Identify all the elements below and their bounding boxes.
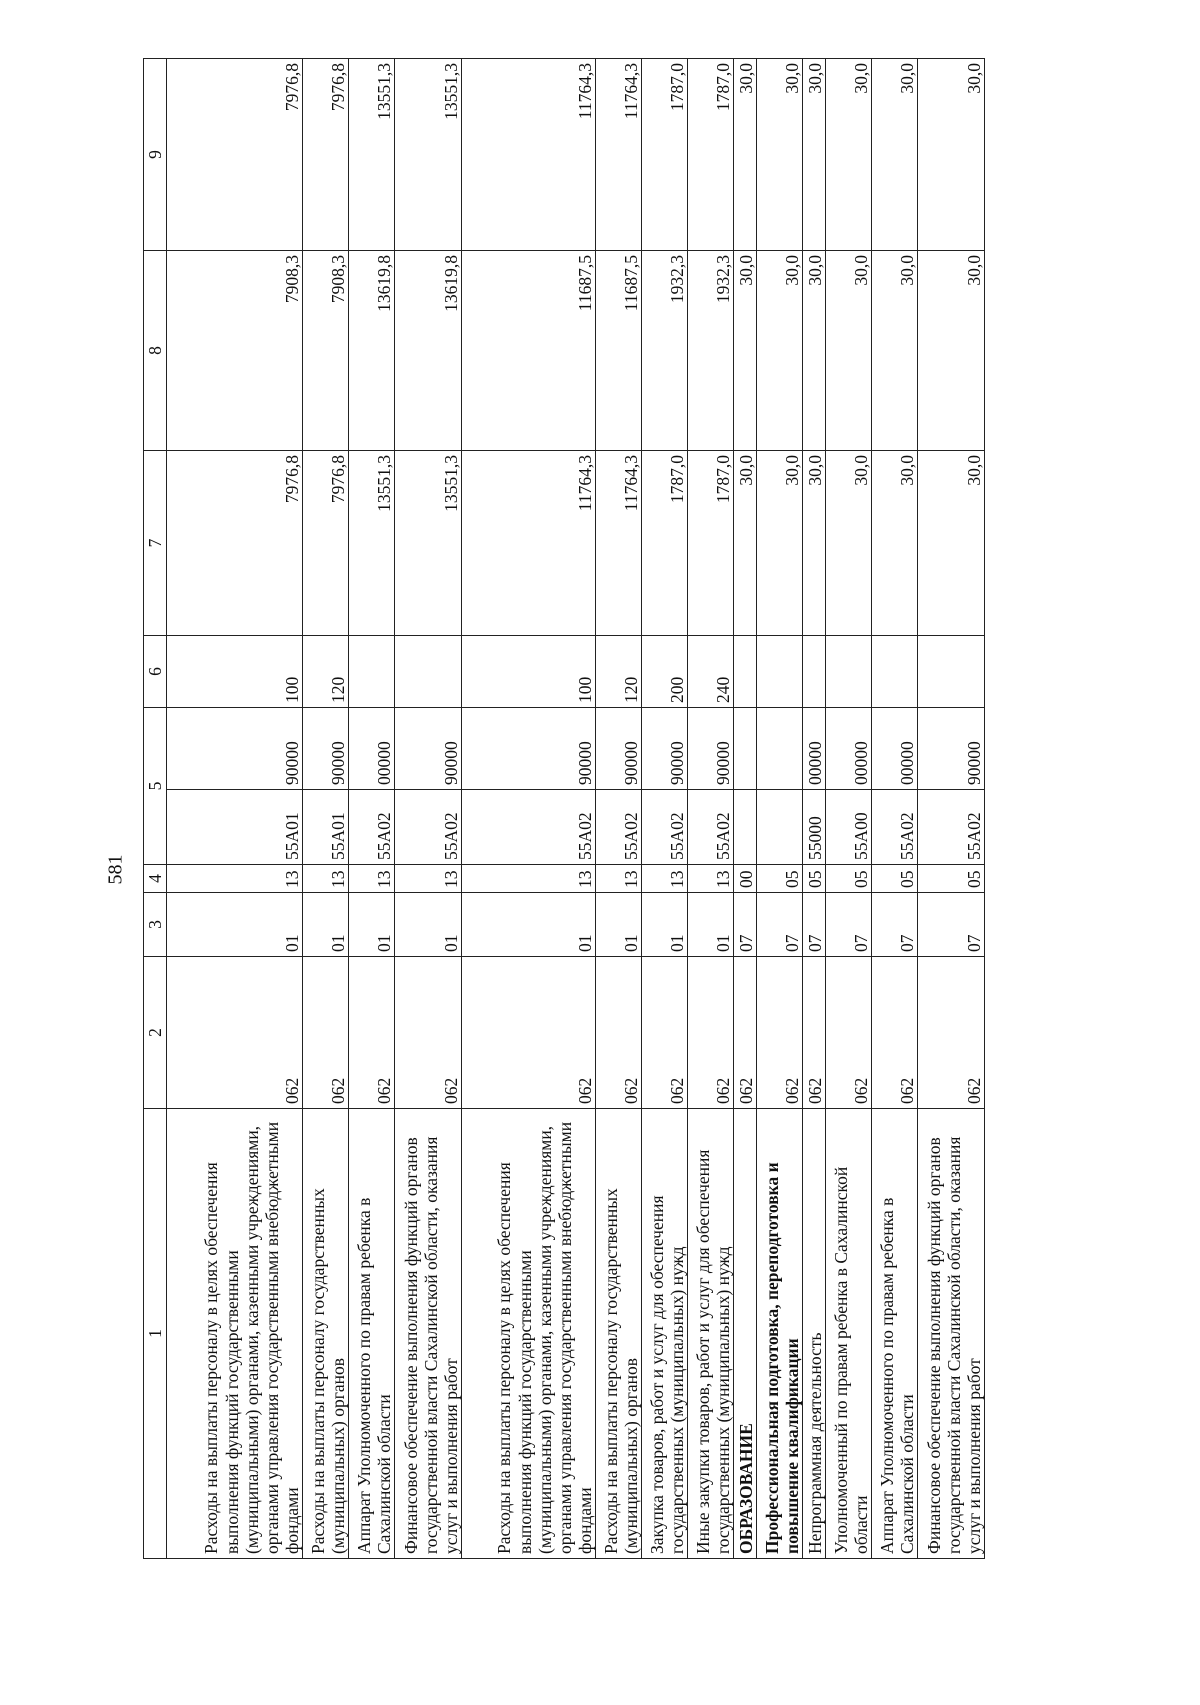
cell-amount-col7: 7976,8 bbox=[303, 451, 349, 636]
cell-ministry-code: 062 bbox=[803, 957, 826, 1109]
cell-amount-col7: 11764,3 bbox=[462, 451, 596, 636]
cell-program-code: 55000 bbox=[803, 790, 826, 865]
cell-section: 07 bbox=[918, 893, 985, 957]
cell-expense-type bbox=[349, 636, 395, 708]
cell-section: 01 bbox=[688, 893, 734, 957]
cell-amount-col7: 30,0 bbox=[757, 451, 803, 636]
cell-amount-col7: 30,0 bbox=[734, 451, 757, 636]
cell-amount-col7: 13551,3 bbox=[395, 451, 462, 636]
cell-amount-col8: 13619,8 bbox=[395, 251, 462, 451]
cell-subsection: 13 bbox=[167, 865, 303, 893]
cell-amount-col8: 7908,3 bbox=[303, 251, 349, 451]
row-description: Аппарат Уполномоченного по правам ребенка в Сахалинской области bbox=[872, 1109, 918, 1559]
cell-ministry-code: 062 bbox=[596, 957, 642, 1109]
header-cell: 4 bbox=[144, 865, 167, 893]
cell-direction-code: 90000 bbox=[688, 708, 734, 790]
header-cell: 3 bbox=[144, 893, 167, 957]
table-row bbox=[803, 59, 826, 1559]
cell-expense-type bbox=[918, 636, 985, 708]
cell-amount-col9: 1787,0 bbox=[642, 59, 688, 251]
cell-direction-code: 00000 bbox=[872, 708, 918, 790]
cell-expense-type bbox=[872, 636, 918, 708]
cell-subsection: 05 bbox=[918, 865, 985, 893]
cell-section: 01 bbox=[642, 893, 688, 957]
cell-subsection: 13 bbox=[462, 865, 596, 893]
cell-subsection: 13 bbox=[349, 865, 395, 893]
cell-ministry-code: 062 bbox=[757, 957, 803, 1109]
row-description: Расходы на выплаты персоналу в целях обеспечения выполнения функций государственными (муниципальными) органами, казенными учреждениями, органами управления государственными внебюджетными фондами bbox=[167, 1109, 303, 1559]
cell-amount-col9: 7976,8 bbox=[303, 59, 349, 251]
header-row bbox=[144, 59, 167, 1559]
cell-amount-col7: 30,0 bbox=[826, 451, 872, 636]
cell-amount-col7: 30,0 bbox=[918, 451, 985, 636]
cell-program-code: 55А02 bbox=[462, 790, 596, 865]
cell-subsection: 05 bbox=[757, 865, 803, 893]
cell-direction-code: 00000 bbox=[349, 708, 395, 790]
row-description: Расходы на выплаты персоналу в целях обеспечения выполнения функций государственными (муниципальными) органами, казенными учреждениями, органами управления государственными внебюджетными фондами bbox=[462, 1109, 596, 1559]
cell-ministry-code: 062 bbox=[349, 957, 395, 1109]
cell-amount-col8: 30,0 bbox=[918, 251, 985, 451]
cell-program-code: 55А02 bbox=[596, 790, 642, 865]
cell-ministry-code: 062 bbox=[918, 957, 985, 1109]
cell-expense-type bbox=[757, 636, 803, 708]
cell-amount-col9: 30,0 bbox=[803, 59, 826, 251]
cell-program-code: 55А00 bbox=[826, 790, 872, 865]
cell-program-code: 55А01 bbox=[167, 790, 303, 865]
row-description: Профессиональная подготовка, переподготовка и повышение квалификации bbox=[757, 1109, 803, 1559]
cell-amount-col9: 13551,3 bbox=[395, 59, 462, 251]
cell-amount-col7: 30,0 bbox=[872, 451, 918, 636]
cell-amount-col9: 13551,3 bbox=[349, 59, 395, 251]
cell-amount-col9: 7976,8 bbox=[167, 59, 303, 251]
header-cell: 6 bbox=[144, 636, 167, 708]
cell-program-code: 55А02 bbox=[918, 790, 985, 865]
header-cell: 8 bbox=[144, 251, 167, 451]
cell-direction-code: 90000 bbox=[918, 708, 985, 790]
cell-expense-type bbox=[803, 636, 826, 708]
cell-program-code: 55А02 bbox=[688, 790, 734, 865]
row-description: Уполномоченный по правам ребенка в Сахалинской области bbox=[826, 1109, 872, 1559]
cell-direction-code: 90000 bbox=[596, 708, 642, 790]
cell-amount-col7: 7976,8 bbox=[167, 451, 303, 636]
cell-amount-col7: 30,0 bbox=[803, 451, 826, 636]
row-description: Финансовое обеспечение выполнения функций органов государственной власти Сахалинской области, оказания услуг и выполнения работ bbox=[918, 1109, 985, 1559]
table-row bbox=[596, 59, 642, 1559]
cell-amount-col8: 7908,3 bbox=[167, 251, 303, 451]
cell-section: 01 bbox=[462, 893, 596, 957]
row-description: ОБРАЗОВАНИЕ bbox=[734, 1109, 757, 1559]
header-cell: 5 bbox=[144, 708, 167, 865]
header-cell: 1 bbox=[144, 1109, 167, 1559]
cell-amount-col9: 11764,3 bbox=[596, 59, 642, 251]
cell-section: 01 bbox=[303, 893, 349, 957]
page-number: 581 bbox=[104, 854, 127, 885]
cell-amount-col8: 11687,5 bbox=[596, 251, 642, 451]
cell-direction-code bbox=[734, 708, 757, 790]
cell-expense-type bbox=[395, 636, 462, 708]
cell-amount-col8: 30,0 bbox=[872, 251, 918, 451]
cell-amount-col7: 13551,3 bbox=[349, 451, 395, 636]
budget-table bbox=[143, 58, 985, 1559]
cell-expense-type: 120 bbox=[596, 636, 642, 708]
row-description: Расходы на выплаты персоналу государственных (муниципальных) органов bbox=[303, 1109, 349, 1559]
header-cell: 2 bbox=[144, 957, 167, 1109]
cell-section: 07 bbox=[734, 893, 757, 957]
cell-section: 07 bbox=[803, 893, 826, 957]
row-description: Закупка товаров, работ и услуг для обеспечения государственных (муниципальных) нужд bbox=[642, 1109, 688, 1559]
cell-program-code: 55А02 bbox=[395, 790, 462, 865]
cell-direction-code: 00000 bbox=[826, 708, 872, 790]
cell-section: 01 bbox=[596, 893, 642, 957]
cell-direction-code: 90000 bbox=[642, 708, 688, 790]
table-row bbox=[303, 59, 349, 1559]
cell-program-code: 55А02 bbox=[349, 790, 395, 865]
cell-section: 01 bbox=[349, 893, 395, 957]
cell-amount-col8: 13619,8 bbox=[349, 251, 395, 451]
cell-amount-col9: 30,0 bbox=[918, 59, 985, 251]
cell-direction-code: 90000 bbox=[303, 708, 349, 790]
cell-section: 01 bbox=[167, 893, 303, 957]
cell-ministry-code: 062 bbox=[303, 957, 349, 1109]
cell-amount-col8: 1932,3 bbox=[688, 251, 734, 451]
header-cell: 7 bbox=[144, 451, 167, 636]
table-row bbox=[642, 59, 688, 1559]
row-description: Финансовое обеспечение выполнения функций органов государственной власти Сахалинской области, оказания услуг и выполнения работ bbox=[395, 1109, 462, 1559]
cell-amount-col7: 1787,0 bbox=[642, 451, 688, 636]
cell-expense-type: 240 bbox=[688, 636, 734, 708]
table-row bbox=[167, 59, 303, 1559]
cell-ministry-code: 062 bbox=[872, 957, 918, 1109]
cell-amount-col8: 30,0 bbox=[826, 251, 872, 451]
table-row bbox=[872, 59, 918, 1559]
cell-direction-code: 90000 bbox=[462, 708, 596, 790]
row-description: Расходы на выплаты персоналу государственных (муниципальных) органов bbox=[596, 1109, 642, 1559]
cell-amount-col9: 1787,0 bbox=[688, 59, 734, 251]
rotated-table-container bbox=[143, 59, 1148, 1559]
cell-amount-col7: 11764,3 bbox=[596, 451, 642, 636]
cell-amount-col9: 30,0 bbox=[872, 59, 918, 251]
row-description: Аппарат Уполномоченного по правам ребенка в Сахалинской области bbox=[349, 1109, 395, 1559]
table-row bbox=[734, 59, 757, 1559]
table-row bbox=[688, 59, 734, 1559]
cell-amount-col7: 1787,0 bbox=[688, 451, 734, 636]
cell-ministry-code: 062 bbox=[826, 957, 872, 1109]
cell-subsection: 13 bbox=[395, 865, 462, 893]
cell-amount-col9: 11764,3 bbox=[462, 59, 596, 251]
table-row bbox=[395, 59, 462, 1559]
table-row bbox=[462, 59, 596, 1559]
cell-subsection: 05 bbox=[872, 865, 918, 893]
cell-program-code: 55А02 bbox=[642, 790, 688, 865]
cell-amount-col9: 30,0 bbox=[757, 59, 803, 251]
row-description: Иные закупки товаров, работ и услуг для обеспечения государственных (муниципальных) нужд bbox=[688, 1109, 734, 1559]
cell-program-code bbox=[757, 790, 803, 865]
cell-program-code: 55А01 bbox=[303, 790, 349, 865]
cell-amount-col8: 1932,3 bbox=[642, 251, 688, 451]
table-row bbox=[349, 59, 395, 1559]
cell-amount-col9: 30,0 bbox=[826, 59, 872, 251]
cell-amount-col9: 30,0 bbox=[734, 59, 757, 251]
cell-section: 07 bbox=[872, 893, 918, 957]
header-cell: 9 bbox=[144, 59, 167, 251]
cell-amount-col8: 30,0 bbox=[734, 251, 757, 451]
cell-expense-type bbox=[826, 636, 872, 708]
cell-section: 07 bbox=[826, 893, 872, 957]
cell-subsection: 13 bbox=[303, 865, 349, 893]
cell-expense-type: 100 bbox=[462, 636, 596, 708]
cell-subsection: 13 bbox=[642, 865, 688, 893]
cell-section: 01 bbox=[395, 893, 462, 957]
cell-direction-code: 90000 bbox=[395, 708, 462, 790]
cell-expense-type: 120 bbox=[303, 636, 349, 708]
cell-ministry-code: 062 bbox=[462, 957, 596, 1109]
cell-direction-code: 00000 bbox=[803, 708, 826, 790]
cell-amount-col8: 11687,5 bbox=[462, 251, 596, 451]
cell-amount-col8: 30,0 bbox=[757, 251, 803, 451]
row-description: Непрограммная деятельность bbox=[803, 1109, 826, 1559]
cell-subsection: 13 bbox=[688, 865, 734, 893]
cell-subsection: 05 bbox=[826, 865, 872, 893]
cell-subsection: 00 bbox=[734, 865, 757, 893]
cell-program-code bbox=[734, 790, 757, 865]
table-row bbox=[918, 59, 985, 1559]
cell-ministry-code: 062 bbox=[395, 957, 462, 1109]
cell-ministry-code: 062 bbox=[167, 957, 303, 1109]
cell-subsection: 05 bbox=[803, 865, 826, 893]
cell-direction-code bbox=[757, 708, 803, 790]
cell-direction-code: 90000 bbox=[167, 708, 303, 790]
cell-amount-col8: 30,0 bbox=[803, 251, 826, 451]
cell-ministry-code: 062 bbox=[642, 957, 688, 1109]
cell-expense-type: 100 bbox=[167, 636, 303, 708]
cell-expense-type bbox=[734, 636, 757, 708]
table-row bbox=[826, 59, 872, 1559]
cell-ministry-code: 062 bbox=[688, 957, 734, 1109]
cell-program-code: 55А02 bbox=[872, 790, 918, 865]
cell-section: 07 bbox=[757, 893, 803, 957]
table-row bbox=[757, 59, 803, 1559]
cell-ministry-code: 062 bbox=[734, 957, 757, 1109]
cell-expense-type: 200 bbox=[642, 636, 688, 708]
cell-subsection: 13 bbox=[596, 865, 642, 893]
